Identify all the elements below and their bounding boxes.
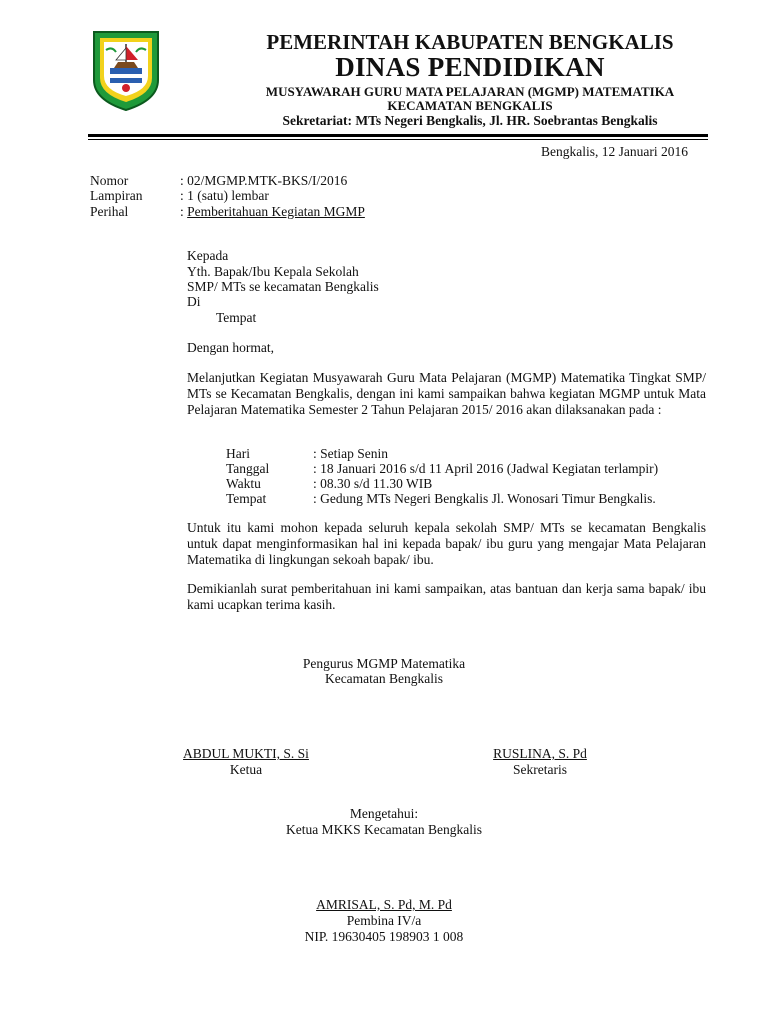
signature-left-name: ABDUL MUKTI, S. Si bbox=[183, 746, 309, 761]
signature-bottom-rank: Pembina IV/a bbox=[346, 913, 422, 928]
schedule-label-tempat: Tempat bbox=[226, 491, 267, 506]
meta-label-lampiran: Lampiran bbox=[90, 188, 143, 203]
signature-bottom-name: AMRISAL, S. Pd, M. Pd bbox=[316, 897, 452, 912]
signature-org-line-2: Kecamatan Bengkalis bbox=[324, 671, 444, 686]
schedule-value-tanggal: : 18 Januari 2016 s/d 11 April 2016 (Jadwal Kegiatan terlampir) bbox=[313, 461, 659, 476]
meta-value-lampiran: : 1 (satu) lembar bbox=[180, 188, 269, 203]
addressee-kepada: Kepada bbox=[187, 248, 229, 263]
letterhead-organization: MUSYAWARAH GURU MATA PELAJARAN (MGMP) MATEMATIKA bbox=[265, 84, 675, 99]
signature-bottom-nip: NIP. 19630405 198903 1 008 bbox=[304, 929, 464, 944]
meta-value-nomor: : 02/MGMP.MTK-BKS/I/2016 bbox=[180, 173, 348, 188]
schedule-label-hari: Hari bbox=[226, 446, 250, 461]
letterhead-district: KECAMATAN BENGKALIS bbox=[387, 98, 553, 113]
acknowledge-label: Mengetahui: bbox=[349, 806, 419, 821]
letterhead-divider-thin bbox=[88, 139, 708, 140]
paragraph-opening: Melanjutkan Kegiatan Musyawarah Guru Mata Pelajaran (MGMP) Matematika Tingkat SMP/ MTs se Kecamatan Bengkalis, dengan ini kami sampaikan bahwa kegiatan MGMP untuk Mata Pelajaran Matematika Semester 2 Tahun Pelajaran 2015/ 2016 akan dilaksanakan pada : bbox=[187, 370, 706, 417]
schedule-label-waktu: Waktu bbox=[226, 476, 261, 491]
greeting: Dengan hormat, bbox=[187, 340, 274, 355]
meta-perihal-colon: : bbox=[180, 204, 188, 219]
meta-value-perihal: Pemberitahuan Kegiatan MGMP bbox=[187, 204, 365, 219]
schedule-label-tanggal: Tanggal bbox=[226, 461, 270, 476]
letterhead-secretariat: Sekretariat: MTs Negeri Bengkalis, Jl. HR. Soebrantas Bengkalis bbox=[282, 113, 658, 128]
schedule-value-hari: : Setiap Senin bbox=[313, 446, 388, 461]
meta-label-perihal: Perihal bbox=[90, 204, 129, 219]
meta-label-nomor: Nomor bbox=[90, 173, 129, 188]
signature-right-name: RUSLINA, S. Pd bbox=[493, 746, 587, 761]
signature-org-line-1: Pengurus MGMP Matematika bbox=[302, 656, 466, 671]
letterhead-government: PEMERINTAH KABUPATEN BENGKALIS bbox=[266, 30, 674, 54]
signature-right-title: Sekretaris bbox=[513, 762, 567, 777]
letterhead-agency: DINAS PENDIDIKAN bbox=[335, 52, 605, 82]
place-date: Bengkalis, 12 Januari 2016 bbox=[541, 144, 688, 159]
schedule-value-tempat: : Gedung MTs Negeri Bengkalis Jl. Wonosari Timur Bengkalis. bbox=[313, 491, 656, 506]
paragraph-request: Untuk itu kami mohon kepada seluruh kepala sekolah SMP/ MTs se kecamatan Bengkalis untuk dapat menginformasikan hal ini kepada bapak/ ibu guru yang mengajar Mata Pelajaran Matematika di lingkungan sekoah bapak/ ibu. bbox=[187, 520, 706, 567]
signature-left-title: Ketua bbox=[229, 762, 263, 777]
addressee-line-1: Yth. Bapak/Ibu Kepala Sekolah bbox=[187, 264, 359, 279]
paragraph-closing: Demikianlah surat pemberitahuan ini kami sampaikan, atas bantuan dan kerja sama bapak/ ibu kami ucapkan terima kasih. bbox=[187, 581, 706, 612]
addressee-line-2: SMP/ MTs se kecamatan Bengkalis bbox=[187, 279, 379, 294]
addressee-line-3: Di bbox=[187, 294, 201, 309]
letterhead-divider-thick bbox=[88, 134, 708, 137]
schedule-value-waktu: : 08.30 s/d 11.30 WIB bbox=[313, 476, 433, 491]
addressee-line-4: Tempat bbox=[216, 310, 257, 325]
meta-perihal bbox=[180, 204, 365, 220]
regency-crest-icon bbox=[92, 28, 160, 112]
acknowledge-title: Ketua MKKS Kecamatan Bengkalis bbox=[285, 822, 483, 837]
